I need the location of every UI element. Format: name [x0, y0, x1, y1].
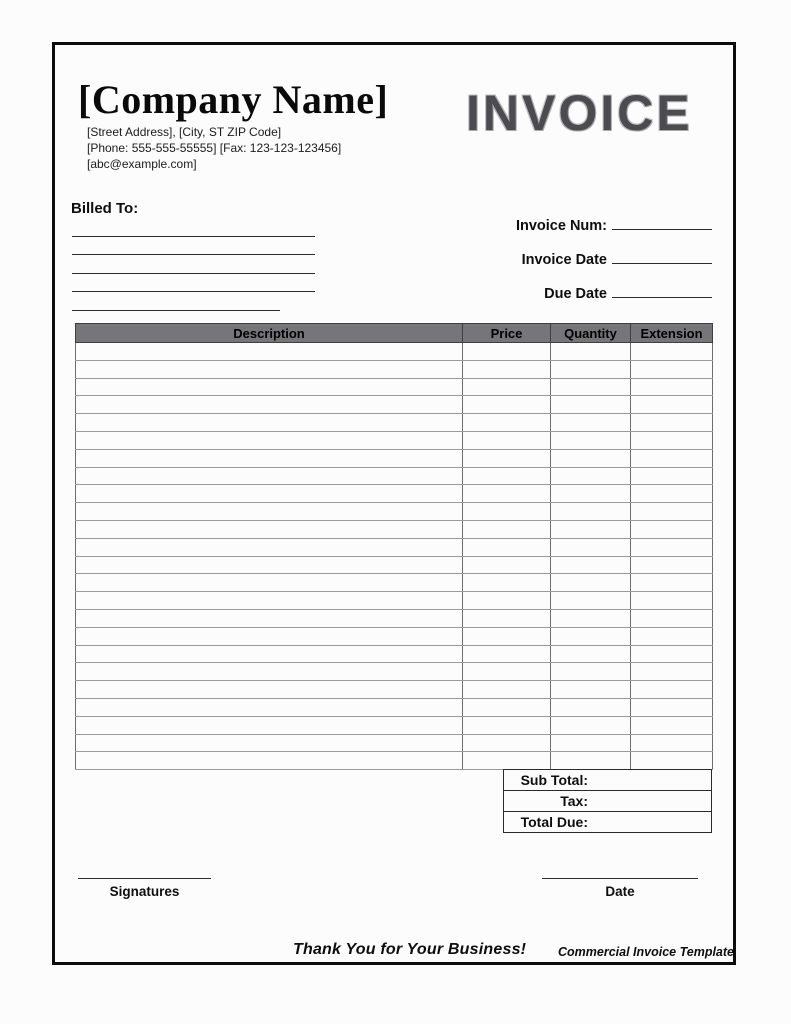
table-row: [76, 592, 713, 610]
table-cell[interactable]: [463, 609, 551, 627]
table-cell[interactable]: [631, 663, 713, 681]
footer-template-name: Commercial Invoice Template: [558, 945, 734, 959]
table-cell[interactable]: [463, 645, 551, 663]
table-cell[interactable]: [463, 467, 551, 485]
table-row: [76, 449, 713, 467]
table-row: [76, 520, 713, 538]
company-email: [abc@example.com]: [87, 157, 197, 171]
billed-to-lines: [72, 218, 315, 311]
table-cell[interactable]: [463, 520, 551, 538]
table-row: [76, 503, 713, 521]
table-cell[interactable]: [551, 681, 631, 699]
table-row: [76, 538, 713, 556]
table-cell[interactable]: [631, 609, 713, 627]
table-cell[interactable]: [631, 467, 713, 485]
table-cell[interactable]: [463, 574, 551, 592]
column-header-quantity: Quantity: [551, 324, 631, 343]
table-cell[interactable]: [463, 360, 551, 378]
billed-to-blank-line[interactable]: [72, 274, 315, 293]
table-cell[interactable]: [551, 467, 631, 485]
totals-label: Tax:: [560, 793, 588, 809]
table-cell[interactable]: [76, 698, 463, 716]
table-cell[interactable]: [463, 592, 551, 610]
table-row: [76, 681, 713, 699]
footer-thanks-message: Thank You for Your Business!: [293, 941, 527, 958]
table-cell[interactable]: [76, 681, 463, 699]
table-cell[interactable]: [551, 414, 631, 432]
table-row: [76, 378, 713, 396]
table-row: [76, 734, 713, 752]
company-name: [Company Name]: [78, 77, 389, 122]
date-line[interactable]: [542, 878, 698, 879]
table-cell[interactable]: [631, 681, 713, 699]
table-cell[interactable]: [463, 538, 551, 556]
table-cell[interactable]: [631, 645, 713, 663]
table-cell[interactable]: [631, 698, 713, 716]
table-cell[interactable]: [76, 538, 463, 556]
table-cell[interactable]: [631, 414, 713, 432]
table-cell[interactable]: [631, 503, 713, 521]
table-cell[interactable]: [463, 681, 551, 699]
meta-field-label: Invoice Date: [521, 252, 607, 268]
table-cell[interactable]: [463, 449, 551, 467]
meta-field-row: [544, 284, 712, 303]
table-cell[interactable]: [551, 752, 631, 770]
totals-value[interactable]: [594, 770, 709, 790]
table-cell[interactable]: [463, 343, 551, 361]
table-cell[interactable]: [551, 663, 631, 681]
table-cell[interactable]: [551, 396, 631, 414]
table-cell[interactable]: [551, 698, 631, 716]
table-cell[interactable]: [631, 734, 713, 752]
table-cell[interactable]: [551, 449, 631, 467]
table-row: [76, 414, 713, 432]
meta-field-blank-line[interactable]: [612, 284, 712, 298]
table-cell[interactable]: [463, 752, 551, 770]
meta-field-label: Due Date: [544, 286, 607, 302]
table-cell[interactable]: [76, 627, 463, 645]
table-row: [76, 645, 713, 663]
items-table-header-row: [76, 324, 713, 343]
table-cell[interactable]: [631, 556, 713, 574]
totals-value[interactable]: [594, 812, 709, 832]
table-cell[interactable]: [76, 467, 463, 485]
table-row: [76, 360, 713, 378]
table-cell[interactable]: [463, 556, 551, 574]
table-cell[interactable]: [631, 752, 713, 770]
signature-line[interactable]: [78, 878, 211, 879]
table-cell[interactable]: [631, 396, 713, 414]
table-cell[interactable]: [463, 485, 551, 503]
table-cell[interactable]: [551, 503, 631, 521]
table-row: [76, 343, 713, 361]
totals-row: [504, 812, 711, 832]
table-row: [76, 698, 713, 716]
table-cell[interactable]: [463, 663, 551, 681]
table-row: [76, 627, 713, 645]
page-title: INVOICE: [466, 85, 693, 141]
table-cell[interactable]: [76, 609, 463, 627]
column-header-description: Description: [76, 324, 463, 343]
table-cell[interactable]: [631, 627, 713, 645]
table-cell[interactable]: [76, 592, 463, 610]
table-cell[interactable]: [76, 645, 463, 663]
table-cell[interactable]: [76, 360, 463, 378]
totals-box: [503, 769, 712, 833]
table-cell[interactable]: [551, 360, 631, 378]
table-cell[interactable]: [76, 574, 463, 592]
table-cell[interactable]: [463, 734, 551, 752]
table-cell[interactable]: [631, 716, 713, 734]
totals-value[interactable]: [594, 791, 709, 811]
table-cell[interactable]: [76, 716, 463, 734]
column-header-extension: Extension: [631, 324, 713, 343]
table-cell[interactable]: [76, 414, 463, 432]
table-cell[interactable]: [76, 556, 463, 574]
signature-label: Signatures: [109, 884, 180, 899]
table-cell[interactable]: [631, 485, 713, 503]
totals-row: [504, 770, 711, 791]
table-cell[interactable]: [551, 431, 631, 449]
table-cell[interactable]: [551, 485, 631, 503]
table-cell[interactable]: [76, 449, 463, 467]
table-cell[interactable]: [631, 360, 713, 378]
table-row: [76, 467, 713, 485]
table-cell[interactable]: [463, 716, 551, 734]
meta-field-blank-line[interactable]: [612, 216, 712, 230]
table-cell[interactable]: [551, 645, 631, 663]
table-cell[interactable]: [631, 592, 713, 610]
items-table: [75, 323, 713, 770]
meta-field-label: Invoice Num:: [515, 218, 607, 234]
table-cell[interactable]: [551, 716, 631, 734]
company-address: [Street Address], [City, ST ZIP Code]: [87, 125, 282, 139]
table-cell[interactable]: [463, 698, 551, 716]
column-header-price: Price: [463, 324, 551, 343]
totals-label: Total Due:: [520, 814, 588, 830]
table-cell[interactable]: [463, 627, 551, 645]
table-row: [76, 716, 713, 734]
table-cell[interactable]: [76, 520, 463, 538]
table-cell[interactable]: [76, 503, 463, 521]
table-cell[interactable]: [631, 449, 713, 467]
table-cell[interactable]: [76, 752, 463, 770]
table-cell[interactable]: [631, 538, 713, 556]
table-cell[interactable]: [551, 378, 631, 396]
table-cell[interactable]: [463, 378, 551, 396]
table-cell[interactable]: [551, 734, 631, 752]
table-cell[interactable]: [76, 663, 463, 681]
billed-to-blank-line[interactable]: [72, 237, 315, 256]
table-cell[interactable]: [551, 609, 631, 627]
table-cell[interactable]: [76, 396, 463, 414]
meta-field-row: [516, 216, 712, 235]
table-cell[interactable]: [551, 627, 631, 645]
table-cell[interactable]: [631, 343, 713, 361]
totals-label: Sub Total:: [520, 772, 588, 788]
table-cell[interactable]: [76, 431, 463, 449]
table-cell[interactable]: [551, 556, 631, 574]
table-cell[interactable]: [463, 503, 551, 521]
table-cell[interactable]: [631, 378, 713, 396]
table-cell[interactable]: [551, 574, 631, 592]
table-cell[interactable]: [76, 343, 463, 361]
table-cell[interactable]: [463, 431, 551, 449]
table-row: [76, 609, 713, 627]
table-row: [76, 556, 713, 574]
table-cell[interactable]: [551, 343, 631, 361]
billed-to-blank-line[interactable]: [72, 292, 280, 311]
table-row: [76, 431, 713, 449]
table-row: [76, 752, 713, 770]
billed-to-label: Billed To:: [71, 200, 139, 217]
table-cell[interactable]: [463, 396, 551, 414]
table-row: [76, 396, 713, 414]
date-label: Date: [605, 884, 635, 899]
table-cell[interactable]: [551, 520, 631, 538]
table-row: [76, 574, 713, 592]
totals-row: [504, 791, 711, 812]
meta-field-row: [522, 250, 712, 269]
table-cell[interactable]: [76, 734, 463, 752]
table-cell[interactable]: [631, 574, 713, 592]
table-cell[interactable]: [551, 592, 631, 610]
table-row: [76, 663, 713, 681]
billed-to-blank-line[interactable]: [72, 218, 315, 237]
table-cell[interactable]: [631, 520, 713, 538]
meta-field-blank-line[interactable]: [612, 250, 712, 264]
table-cell[interactable]: [551, 538, 631, 556]
table-row: [76, 485, 713, 503]
company-phone-fax: [Phone: 555-555-55555] [Fax: 123-123-123456]: [87, 141, 342, 155]
billed-to-blank-line[interactable]: [72, 255, 315, 274]
table-cell[interactable]: [76, 485, 463, 503]
table-cell[interactable]: [631, 431, 713, 449]
table-cell[interactable]: [76, 378, 463, 396]
table-cell[interactable]: [463, 414, 551, 432]
